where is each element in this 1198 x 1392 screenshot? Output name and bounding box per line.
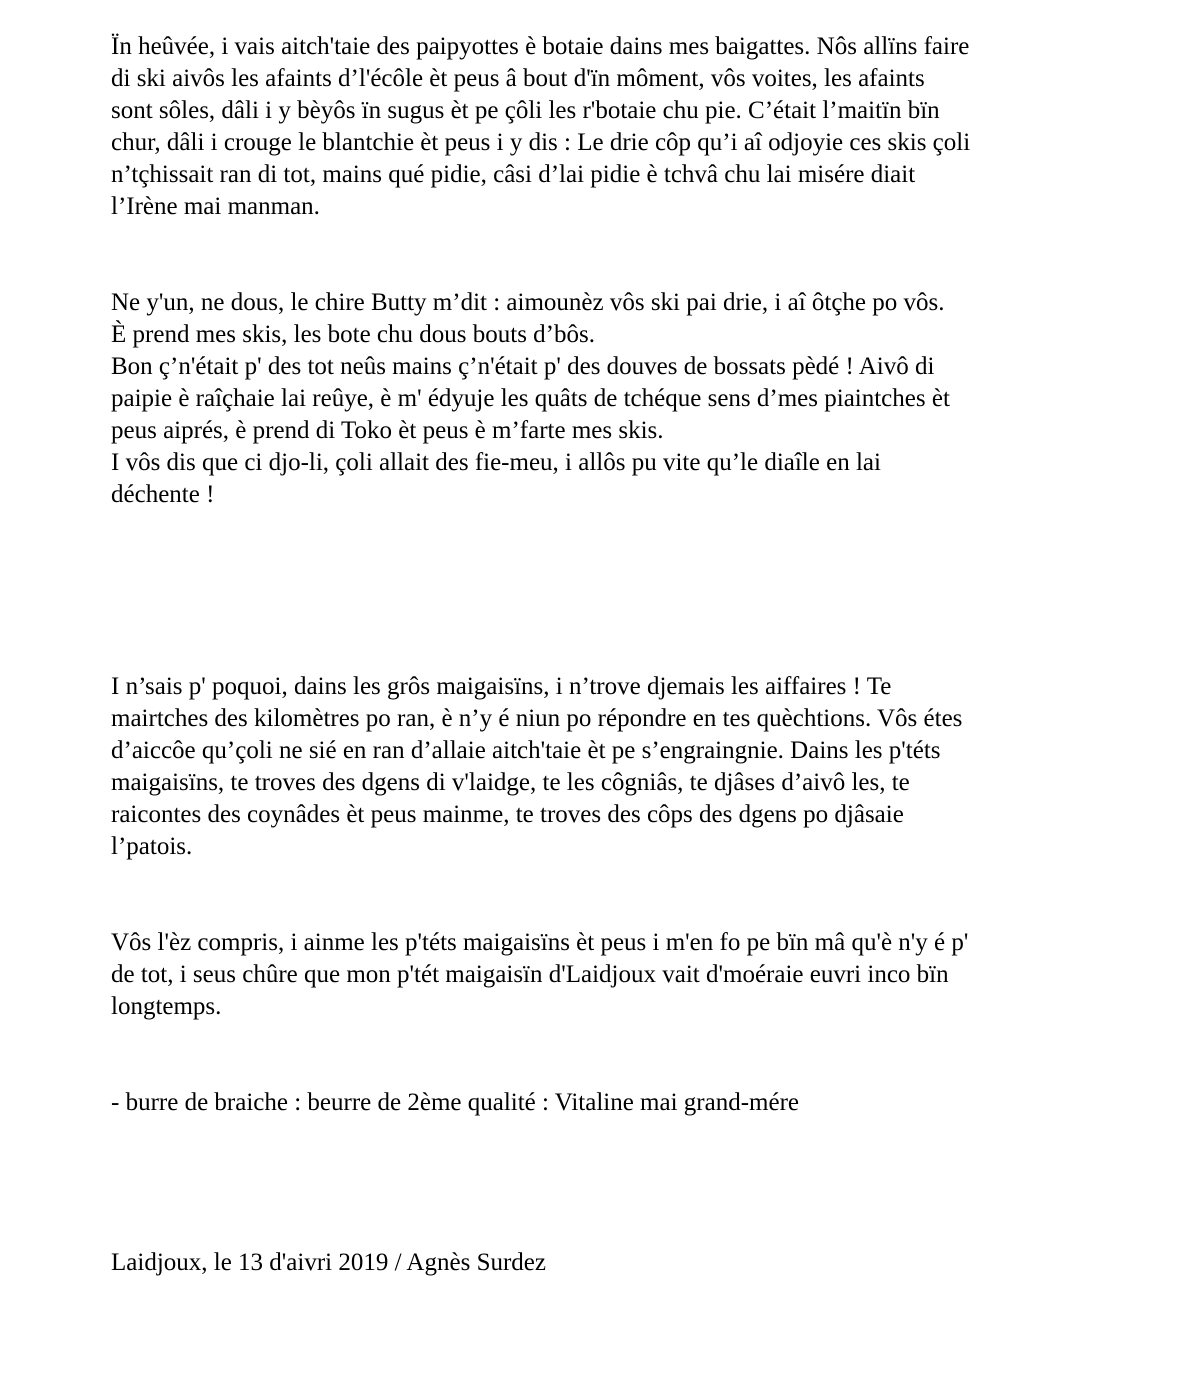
text-line: sont sôles, dâli i y bèyôs ïn sugus èt pe çôli les r'botaie chu pie. C’était l’maitïn bïn xyxy=(111,97,940,124)
text-line: Vôs l'èz compris, i ainme les p'téts maigaisïns èt peus i m'en fo pe bïn mâ qu'è n'y é p' xyxy=(111,929,969,956)
text-line: l’patois. xyxy=(111,833,193,860)
text-line: Laidjoux, le 13 d'aivri 2019 / Agnès Surdez xyxy=(111,1249,546,1276)
text-line: - burre de braiche : beurre de 2ème qualité : Vitaline mai grand-mére xyxy=(111,1089,800,1116)
text-line: I vôs dis que ci djo-li, çoli allait des fie-meu, i allôs pu vite qu’le diaîle en lai xyxy=(111,449,881,476)
text-line: déchente ! xyxy=(111,481,215,508)
text-line: Bon ç’n'était p' des tot neûs mains ç’n'était p' des douves de bossats pèdé ! Aivô di xyxy=(111,353,935,380)
text-line: de tot, i seus chûre que mon p'tét maigaisïn d'Laidjoux vait d'moéraie euvri inco bïn xyxy=(111,961,949,988)
text-line: l’Irène mai manman. xyxy=(111,193,320,220)
paragraph-1 xyxy=(111,31,1091,223)
paragraph-3 xyxy=(111,671,1091,863)
text-line: di ski aivôs les afaints d’l'écôle èt peus â bout d'ïn môment, vôs voites, les afaints xyxy=(111,65,925,92)
text-line: maigaisïns, te troves des dgens di v'laidge, te les côgniâs, te djâses d’aivô les, te xyxy=(111,769,910,796)
text-line: peus aiprés, è prend di Toko èt peus è m’farte mes skis. xyxy=(111,417,664,444)
text-line: d’aiccôe qu’çoli ne sié en ran d’allaie aitch'taie èt pe s’engraingnie. Dains les p'téts xyxy=(111,737,941,764)
text-line: raicontes des coynâdes èt peus mainme, te troves des côps des dgens po djâsaie xyxy=(111,801,904,828)
signature-line xyxy=(111,1247,1091,1279)
text-line: Ne y'un, ne dous, le chire Butty m’dit : aimounèz vôs ski pai drie, i aî ôtçhe po vôs. xyxy=(111,289,945,316)
text-line: n’tçhissait ran di tot, mains qué pidie, câsi d’lai pidie è tchvâ chu lai misére diait xyxy=(111,161,916,188)
text-line: chur, dâli i crouge le blantchie èt peus i y dis : Le drie côp qu’i aî odjoyie ces skis çoli xyxy=(111,129,971,156)
text-line: I n’sais p' poquoi, dains les grôs maigaisïns, i n’trove djemais les aiffaires ! Te xyxy=(111,673,892,700)
text-line: longtemps. xyxy=(111,993,222,1020)
footnote-paragraph xyxy=(111,1087,1091,1119)
paragraph-2 xyxy=(111,287,1091,511)
document-page xyxy=(111,31,1091,1279)
text-line: Ïn heûvée, i vais aitch'taie des paipyottes è botaie dains mes baigattes. Nôs allïns faire xyxy=(111,33,970,60)
paragraph-4 xyxy=(111,927,1091,1023)
text-line: È prend mes skis, les bote chu dous bouts d’bôs. xyxy=(111,321,595,348)
text-line: paipie è raîçhaie lai reûye, è m' édyuje les quâts de tchéque sens d’mes piaintches èt xyxy=(111,385,950,412)
text-line: mairtches des kilomètres po ran, è n’y é niun po répondre en tes quèchtions. Vôs étes xyxy=(111,705,963,732)
